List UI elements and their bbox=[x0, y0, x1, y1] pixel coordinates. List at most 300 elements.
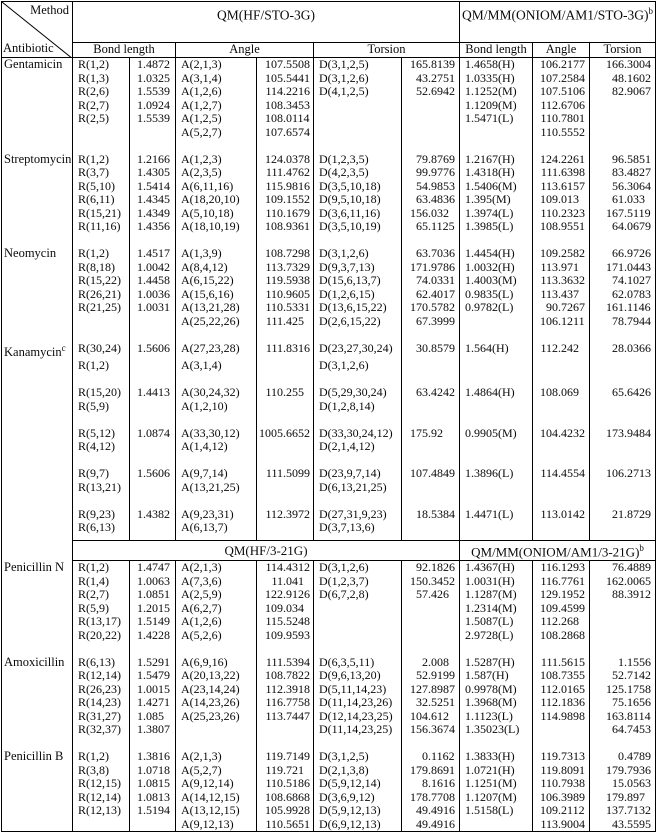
value-cell bbox=[257, 521, 314, 535]
label-cell bbox=[314, 629, 402, 643]
label-cell: A(6,15,22) bbox=[176, 274, 257, 288]
label-cell: 1.2167(H) bbox=[460, 153, 533, 167]
value-cell: 52 .6942 bbox=[402, 85, 460, 99]
label-cell: A(13,21,28) bbox=[176, 301, 257, 315]
value-cell: 1 .4228 bbox=[130, 629, 176, 643]
label-cell: 1.1251(M) bbox=[460, 777, 533, 791]
value-cell: 111 .5615 bbox=[533, 656, 590, 670]
value-cell bbox=[130, 413, 176, 427]
value-cell: 113 .3632 bbox=[533, 274, 590, 288]
label-cell bbox=[460, 494, 533, 508]
value-cell: 0 .4789 bbox=[618, 749, 652, 764]
label-cell: 1.4454(H) bbox=[460, 247, 533, 261]
table-row bbox=[2, 373, 656, 387]
value-cell: 1 .2015 bbox=[130, 602, 176, 616]
label-cell: A(27,23,28) bbox=[176, 342, 257, 360]
label-cell: R(9,7) bbox=[73, 467, 130, 481]
label-cell bbox=[176, 413, 257, 427]
label-cell: D(1,2,3,7) bbox=[314, 575, 402, 589]
value-cell: 110 .1679 bbox=[257, 207, 314, 221]
value-cell: 99 .9776 bbox=[402, 166, 460, 180]
label-cell: R(1,2) bbox=[73, 561, 130, 575]
label-cell bbox=[314, 373, 402, 387]
table-row bbox=[2, 764, 656, 778]
mid-header-row bbox=[2, 541, 656, 561]
value-cell: 63 .7036 bbox=[402, 247, 460, 261]
value-cell: 178 .7708 bbox=[402, 791, 460, 805]
value-cell: 110 .5331 bbox=[257, 301, 314, 315]
antibiotic-cell bbox=[2, 723, 73, 737]
value-cell bbox=[402, 454, 460, 468]
label-cell: A(14,23,26) bbox=[176, 696, 257, 710]
value-cell: 110 .9605 bbox=[257, 288, 314, 302]
value-cell bbox=[590, 400, 656, 414]
value-cell: 1 .4872 bbox=[130, 58, 176, 72]
label-cell bbox=[73, 494, 130, 508]
value-cell: 116 .1293 bbox=[533, 561, 590, 575]
gap-cell bbox=[314, 139, 402, 153]
value-cell: 112 .268 bbox=[533, 615, 590, 629]
label-cell: A(6,13,7) bbox=[176, 521, 257, 535]
value-cell: 106 .2177 bbox=[533, 58, 590, 72]
value-cell: 109 .9593 bbox=[257, 629, 314, 643]
label-cell: A(15,6,16) bbox=[176, 288, 257, 302]
table-row bbox=[2, 386, 656, 400]
antibiotic-cell bbox=[2, 315, 73, 329]
value-cell: 107 .2584 bbox=[533, 72, 590, 86]
value-cell: 1 .4305 bbox=[130, 166, 176, 180]
value-cell: 1 .5291 bbox=[130, 656, 176, 670]
label-cell: D(3,5,10,18) bbox=[314, 180, 402, 194]
value-cell: 96 .5851 bbox=[612, 151, 652, 166]
label-cell: R(21,25) bbox=[73, 301, 130, 315]
value-cell: 1 .4349 bbox=[130, 207, 176, 221]
value-cell bbox=[257, 413, 314, 427]
value-cell: 2 .008 bbox=[402, 656, 460, 670]
value-cell: 112 .0165 bbox=[533, 683, 590, 697]
value-cell: 111 .6398 bbox=[533, 166, 590, 180]
gap-cell bbox=[402, 737, 460, 751]
value-cell: 171 .9786 bbox=[402, 261, 460, 275]
label-cell: A(6,9,16) bbox=[176, 656, 257, 670]
value-cell: 1 .0015 bbox=[130, 683, 176, 697]
label-cell: A(33,30,12) bbox=[176, 427, 257, 441]
value-cell: 113 .0142 bbox=[533, 508, 590, 522]
value-cell: 116 .7761 bbox=[533, 575, 590, 589]
label-cell: A(9,23,31) bbox=[176, 508, 257, 522]
table-row bbox=[2, 521, 656, 535]
label-cell: 1.1252(M) bbox=[460, 85, 533, 99]
table-row bbox=[2, 153, 656, 167]
value-cell: 171 .0443 bbox=[606, 259, 652, 274]
table-row bbox=[2, 315, 656, 329]
label-cell: D(13,6,15,22) bbox=[314, 301, 402, 315]
table-row bbox=[2, 413, 656, 427]
table-row bbox=[2, 454, 656, 468]
section-gap-row bbox=[2, 234, 656, 248]
value-cell: 62 .4017 bbox=[402, 288, 460, 302]
antibiotic-name: Penicillin B bbox=[4, 749, 64, 764]
value-cell bbox=[130, 400, 176, 414]
label-cell bbox=[314, 494, 402, 508]
value-cell: 1 .4413 bbox=[130, 386, 176, 400]
value-cell bbox=[533, 373, 590, 387]
value-cell: 57 .426 bbox=[402, 588, 460, 602]
label-cell: R(26,21) bbox=[73, 288, 130, 302]
label-cell: A(9,12,13) bbox=[176, 818, 257, 832]
value-cell: 48 .1602 bbox=[612, 70, 652, 85]
table-row bbox=[2, 359, 656, 373]
value-cell: 119 .8091 bbox=[533, 764, 590, 778]
label-cell: R(13,17) bbox=[73, 615, 130, 629]
label-cell: R(2,6) bbox=[73, 85, 130, 99]
label-cell: R(15,22) bbox=[73, 274, 130, 288]
label-cell: D(3,1,2,6) bbox=[314, 72, 402, 86]
value-cell: 1005 .6652 bbox=[257, 427, 314, 441]
label-cell: R(5,9) bbox=[73, 602, 130, 616]
label-cell: D(3,6,9,12) bbox=[314, 791, 402, 805]
label-cell: 1.3974(L) bbox=[460, 207, 533, 221]
label-cell bbox=[460, 400, 533, 414]
value-cell: 75 .1656 bbox=[612, 695, 652, 710]
value-cell bbox=[590, 413, 656, 427]
antibiotic-cell bbox=[2, 588, 73, 602]
label-cell: 1.3833(H) bbox=[460, 750, 533, 764]
value-cell: 106 .1211 bbox=[533, 315, 590, 329]
antibiotic-cell bbox=[2, 301, 73, 315]
label-cell: R(5,9) bbox=[73, 400, 130, 414]
antibiotic-cell bbox=[2, 494, 73, 508]
label-cell: D(3,5,10,19) bbox=[314, 220, 402, 234]
label-cell: 1.0031(H) bbox=[460, 575, 533, 589]
label-cell: R(15,21) bbox=[73, 207, 130, 221]
paper-table bbox=[1, 1, 656, 832]
table-row bbox=[2, 112, 656, 126]
value-cell: 111 .8316 bbox=[257, 342, 314, 360]
label-cell: A(1,2,6) bbox=[176, 615, 257, 629]
antibiotic-cell bbox=[2, 656, 73, 670]
label-cell bbox=[460, 818, 533, 832]
value-cell: 106 .2713 bbox=[606, 466, 652, 481]
value-cell bbox=[590, 112, 656, 126]
gap-cell bbox=[73, 642, 130, 656]
value-cell: 165 .8139 bbox=[402, 58, 460, 72]
gap-cell bbox=[73, 328, 130, 342]
value-cell bbox=[402, 481, 460, 495]
value-cell: 111 .5099 bbox=[257, 467, 314, 481]
label-cell: 2.9728(L) bbox=[460, 629, 533, 643]
label-cell: 0.9905(M) bbox=[460, 427, 533, 441]
qmmm-group-sup: b bbox=[648, 6, 654, 16]
value-cell: 119 .721 bbox=[257, 764, 314, 778]
value-cell: 113 .437 bbox=[533, 288, 590, 302]
label-cell: D(5,29,30,24) bbox=[314, 386, 402, 400]
label-cell: D(3,7,13,6) bbox=[314, 521, 402, 535]
label-cell: A(14,12,15) bbox=[176, 791, 257, 805]
gap-cell bbox=[314, 328, 402, 342]
subheader-angle-qmmm: Angle bbox=[533, 43, 590, 58]
table-row bbox=[2, 602, 656, 616]
antibiotic-cell bbox=[2, 72, 73, 86]
gap-cell bbox=[257, 737, 314, 751]
value-cell bbox=[130, 521, 176, 535]
value-cell: 1 .5194 bbox=[130, 804, 176, 818]
label-cell: A(13,21,25) bbox=[176, 481, 257, 495]
label-cell: 1.4658(H) bbox=[460, 58, 533, 72]
value-cell: 65 .6426 bbox=[612, 385, 652, 400]
value-cell bbox=[257, 723, 314, 737]
antibiotic-cell bbox=[2, 359, 73, 373]
value-cell: 83 .4827 bbox=[612, 165, 652, 179]
label-cell bbox=[73, 818, 130, 832]
value-cell: 156 .032 bbox=[402, 207, 460, 221]
gap-cell bbox=[460, 139, 533, 153]
label-cell: A(18,20,10) bbox=[176, 193, 257, 207]
gap-cell bbox=[257, 642, 314, 656]
value-cell: 52 .7142 bbox=[612, 668, 652, 683]
label-cell: A(5,10,18) bbox=[176, 207, 257, 221]
label-cell: D(1,2,6,15) bbox=[314, 288, 402, 302]
label-cell: A(30,24,32) bbox=[176, 386, 257, 400]
gap-cell bbox=[257, 139, 314, 153]
gap-cell bbox=[590, 234, 656, 248]
value-cell bbox=[590, 373, 656, 387]
value-cell: 64 .7453 bbox=[612, 722, 652, 737]
value-cell: 1 .0815 bbox=[130, 777, 176, 791]
value-cell bbox=[257, 373, 314, 387]
value-cell bbox=[402, 126, 460, 140]
value-cell: 1 .0813 bbox=[130, 791, 176, 805]
antibiotic-name: Gentamicin bbox=[4, 57, 63, 71]
header-row-groups bbox=[2, 2, 656, 43]
label-cell: R(1,2) bbox=[73, 58, 130, 72]
value-cell: 1 .5479 bbox=[130, 669, 176, 683]
label-cell: R(1,2) bbox=[73, 750, 130, 764]
value-cell bbox=[533, 440, 590, 454]
table-row bbox=[2, 629, 656, 643]
label-cell: R(20,22) bbox=[73, 629, 130, 643]
value-cell: 1 .0036 bbox=[130, 288, 176, 302]
table-row bbox=[2, 818, 656, 832]
value-cell: 113 .9004 bbox=[533, 818, 590, 832]
label-cell: D(23,27,30,24) bbox=[314, 342, 402, 360]
label-cell: D(9,3,7,13) bbox=[314, 261, 402, 275]
label-cell: R(8,18) bbox=[73, 261, 130, 275]
table-row bbox=[2, 561, 656, 575]
table-row bbox=[2, 804, 656, 818]
label-cell: D(6,9,12,13) bbox=[314, 818, 402, 832]
label-cell: A(1,2,6) bbox=[176, 85, 257, 99]
value-cell bbox=[402, 494, 460, 508]
value-cell: 15 .0563 bbox=[612, 776, 652, 791]
table-row bbox=[2, 615, 656, 629]
label-cell: R(31,27) bbox=[73, 710, 130, 724]
qm-mid-header: QM(HF/3-21G) bbox=[73, 541, 460, 561]
antibiotic-cell bbox=[2, 400, 73, 414]
label-cell: 1.3968(M) bbox=[460, 696, 533, 710]
value-cell: 124 .2261 bbox=[533, 153, 590, 167]
value-cell: 92 .1826 bbox=[402, 561, 460, 575]
value-cell: 119 .5938 bbox=[257, 274, 314, 288]
value-cell: 161 .1146 bbox=[606, 300, 651, 314]
value-cell bbox=[402, 629, 460, 643]
table-row bbox=[2, 588, 656, 602]
value-cell: 1 .4356 bbox=[130, 220, 176, 234]
antibiotic-cell bbox=[2, 602, 73, 616]
value-cell: 1 .4271 bbox=[130, 696, 176, 710]
value-cell bbox=[402, 99, 460, 113]
value-cell: 1 .4382 bbox=[130, 508, 176, 522]
antibiotic-cell bbox=[2, 261, 73, 275]
value-cell: 74 .1027 bbox=[612, 273, 652, 287]
value-cell: 21 .8729 bbox=[612, 506, 652, 521]
label-cell: R(6,13) bbox=[73, 656, 130, 670]
label-cell bbox=[460, 359, 533, 373]
value-cell: 107 .4849 bbox=[402, 467, 460, 481]
gap-cell bbox=[130, 139, 176, 153]
value-cell: 179 .8691 bbox=[402, 764, 460, 778]
table-row bbox=[2, 791, 656, 805]
label-cell: 1.5471(L) bbox=[460, 112, 533, 126]
table-row bbox=[2, 193, 656, 207]
label-cell: R(13,21) bbox=[73, 481, 130, 495]
label-cell: A(8,4,12) bbox=[176, 261, 257, 275]
label-cell: D(1,2,8,14) bbox=[314, 400, 402, 414]
label-cell: D(5,9,12,13) bbox=[314, 804, 402, 818]
value-cell: 107 .5106 bbox=[533, 85, 590, 99]
table-row bbox=[2, 85, 656, 99]
label-cell: A(6,2,7) bbox=[176, 602, 257, 616]
label-cell: A(1,2,7) bbox=[176, 99, 257, 113]
subheader-bond-length-qm: Bond length bbox=[73, 43, 176, 58]
value-cell: 1 .0924 bbox=[130, 99, 176, 113]
label-cell: A(1,4,12) bbox=[176, 440, 257, 454]
value-cell: 108 .0114 bbox=[257, 112, 314, 126]
antibiotic-cell bbox=[2, 710, 73, 724]
value-cell: 49 .4916 bbox=[402, 818, 460, 832]
gap-cell bbox=[460, 642, 533, 656]
antibiotic-name: Neomycin bbox=[4, 246, 57, 260]
antibiotic-cell bbox=[2, 481, 73, 495]
table-row bbox=[2, 777, 656, 791]
label-cell: D(6,13,21,25) bbox=[314, 481, 402, 495]
value-cell bbox=[590, 615, 656, 629]
value-cell bbox=[590, 494, 656, 508]
section-gap-row bbox=[2, 328, 656, 342]
value-cell: 110 .5186 bbox=[257, 777, 314, 791]
label-cell: 1.4003(M) bbox=[460, 274, 533, 288]
value-cell: 1 .5539 bbox=[130, 85, 176, 99]
label-cell: D(6,3,5,11) bbox=[314, 656, 402, 670]
label-cell: A(1,2,10) bbox=[176, 400, 257, 414]
gap-cell bbox=[130, 234, 176, 248]
gap-cell bbox=[176, 328, 257, 342]
gap-cell bbox=[73, 737, 130, 751]
value-cell bbox=[533, 400, 590, 414]
value-cell: 76 .4889 bbox=[612, 560, 652, 575]
label-cell: D(9,6,13,20) bbox=[314, 669, 402, 683]
value-cell: 79 .8769 bbox=[402, 153, 460, 167]
antibiotic-cell bbox=[2, 454, 73, 468]
label-cell: A(2,1,3) bbox=[176, 561, 257, 575]
label-cell: R(12,15) bbox=[73, 777, 130, 791]
label-cell: D(12,14,23,25) bbox=[314, 710, 402, 724]
value-cell: 108 .7298 bbox=[257, 247, 314, 261]
value-cell: 127 .8987 bbox=[402, 683, 460, 697]
label-cell bbox=[176, 454, 257, 468]
value-cell bbox=[402, 373, 460, 387]
label-cell: A(2,1,3) bbox=[176, 750, 257, 764]
value-cell bbox=[257, 440, 314, 454]
table-row bbox=[2, 301, 656, 315]
table-row bbox=[2, 288, 656, 302]
value-cell: 110 .5552 bbox=[533, 126, 590, 140]
corner-cell bbox=[2, 2, 73, 58]
value-cell: 112 .6706 bbox=[533, 99, 590, 113]
label-cell: R(4,12) bbox=[73, 440, 130, 454]
value-cell: 88 .3912 bbox=[612, 587, 652, 602]
label-cell: R(1,2) bbox=[73, 247, 130, 261]
label-cell: R(2,5) bbox=[73, 112, 130, 126]
value-cell bbox=[533, 494, 590, 508]
label-cell: A(5,2,7) bbox=[176, 126, 257, 140]
value-cell: 112 .3972 bbox=[257, 508, 314, 522]
value-cell: 78 .7944 bbox=[612, 313, 652, 328]
table-body bbox=[2, 58, 656, 832]
value-cell: 163 .8114 bbox=[606, 708, 651, 723]
label-cell: 1.3985(L) bbox=[460, 220, 533, 234]
table-row bbox=[2, 274, 656, 288]
gap-cell bbox=[176, 642, 257, 656]
antibiotic-cell bbox=[2, 561, 73, 575]
label-cell bbox=[176, 494, 257, 508]
label-cell bbox=[460, 315, 533, 329]
label-cell: 1.4471(L) bbox=[460, 508, 533, 522]
value-cell bbox=[590, 629, 656, 643]
label-cell: 1.0721(H) bbox=[460, 764, 533, 778]
label-cell bbox=[314, 126, 402, 140]
antibiotic-cell bbox=[2, 683, 73, 697]
label-cell: R(12,14) bbox=[73, 791, 130, 805]
value-cell bbox=[257, 400, 314, 414]
label-cell: R(9,23) bbox=[73, 508, 130, 522]
label-cell bbox=[73, 413, 130, 427]
label-cell: D(2,1,3,8) bbox=[314, 764, 402, 778]
label-cell: R(30,24) bbox=[73, 342, 130, 360]
value-cell: 1 .0042 bbox=[130, 261, 176, 275]
value-cell: 11 .041 bbox=[257, 575, 314, 589]
value-cell: 122 .9126 bbox=[257, 588, 314, 602]
label-cell: 1.4318(H) bbox=[460, 166, 533, 180]
gap-cell bbox=[176, 737, 257, 751]
gap-cell bbox=[130, 642, 176, 656]
label-cell: D(3,1,2,6) bbox=[314, 359, 402, 373]
gap-cell bbox=[590, 737, 656, 751]
label-cell bbox=[314, 602, 402, 616]
value-cell: 109 .034 bbox=[257, 602, 314, 616]
label-cell: R(3,8) bbox=[73, 764, 130, 778]
value-cell bbox=[130, 126, 176, 140]
label-cell bbox=[460, 481, 533, 495]
antibiotic-cell bbox=[2, 467, 73, 481]
value-cell: 1 .5606 bbox=[130, 342, 176, 360]
label-cell: R(1,3) bbox=[73, 72, 130, 86]
value-cell: 28 .0366 bbox=[612, 340, 652, 355]
antibiotic-cell bbox=[2, 58, 73, 72]
value-cell: 115 .9816 bbox=[257, 180, 314, 194]
gap-cell bbox=[402, 328, 460, 342]
value-cell bbox=[533, 359, 590, 373]
